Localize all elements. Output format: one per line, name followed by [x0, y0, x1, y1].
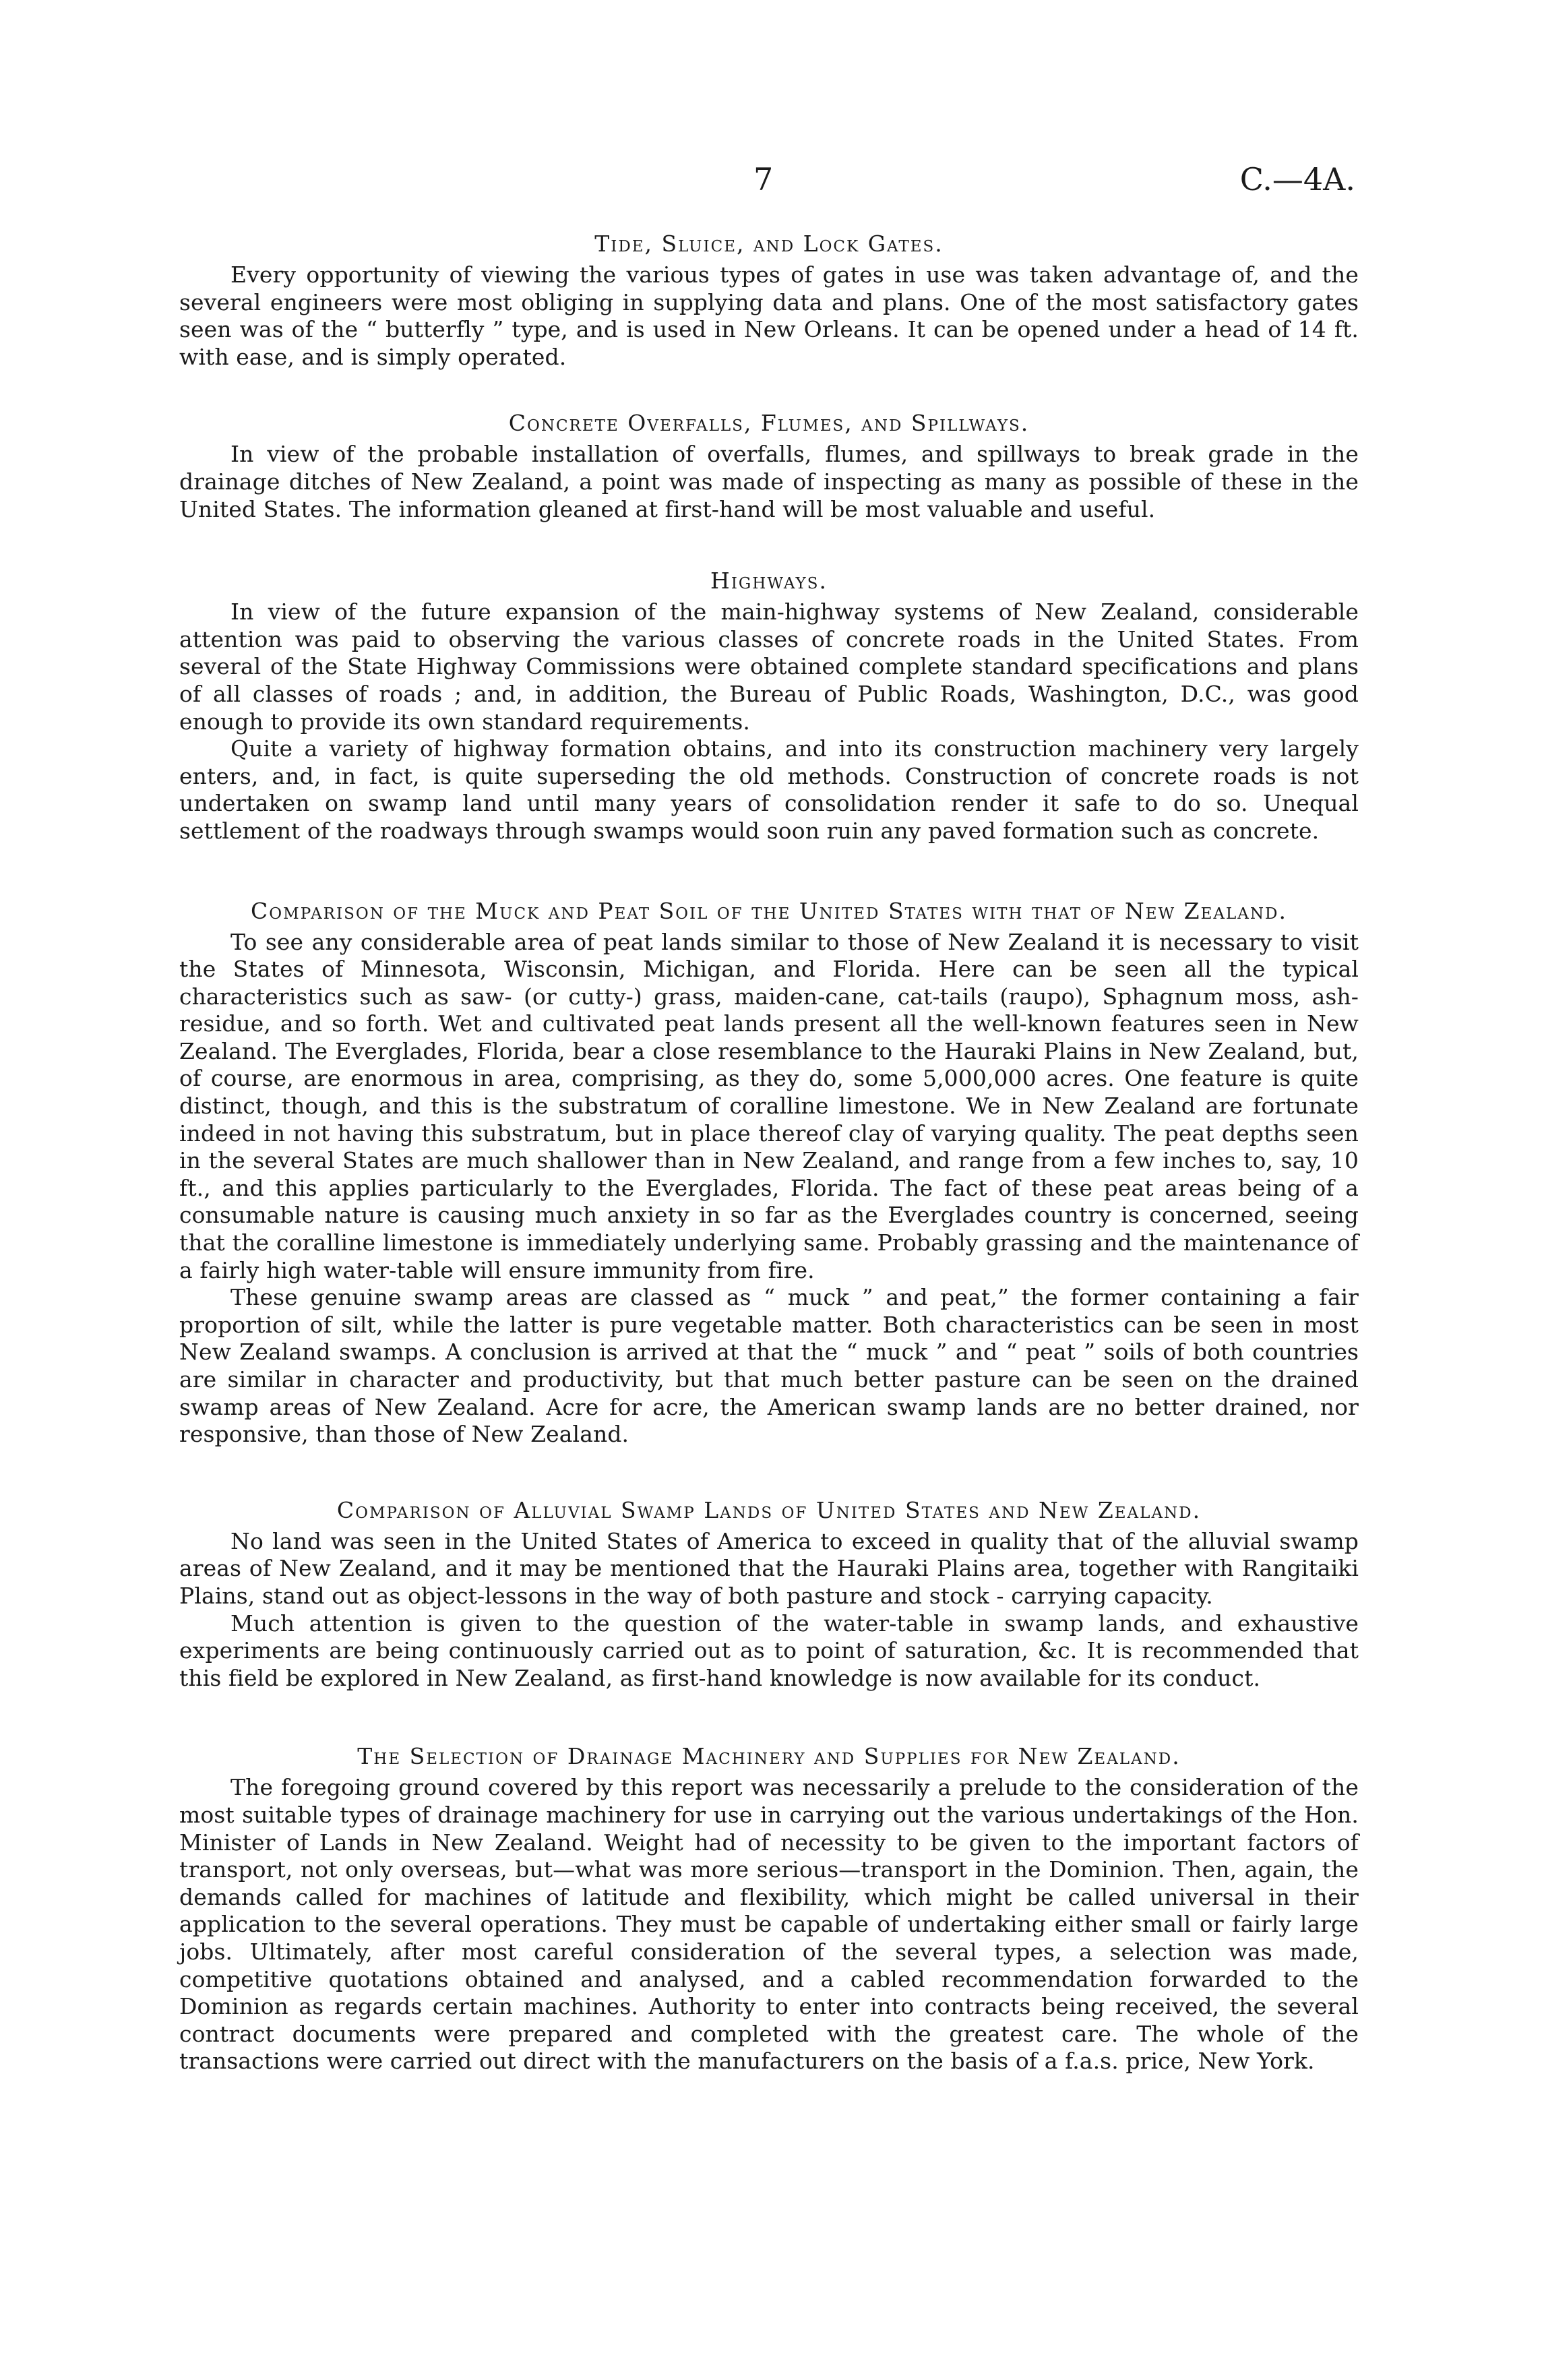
paragraph: In view of the future expansion of the main-highway systems of New Zealand, considerable attention was paid to observing the various classes of concrete roads in the United States. From several of the State Highway Commissions were obtained complete standard specifications and plans of all classes of roads ; and, in addition, the Bureau of Public Roads, Washington, D.C., was good enough to provide its own standard requirements.: [179, 599, 1359, 735]
report-code: C.—4A.: [1239, 161, 1355, 197]
section-heading: The Selection of Drainage Machinery and Supplies for New Zealand.: [357, 1743, 1181, 1770]
section-highways: [179, 566, 1359, 845]
section-alluvial-swamp-comparison: [179, 1496, 1359, 1692]
paragraph: Every opportunity of viewing the various types of gates in use was taken advantage of, and the several engineers were most obliging in supplying data and plans. One of the most satisfactory gates seen was of the “ butterfly ” type, and is used in New Orleans. It can be opened under a head of 14 ft. with ease, and is simply operated.: [179, 262, 1359, 370]
document-body: [179, 229, 1359, 2075]
section-heading: Concrete Overfalls, Flumes, and Spillways.: [508, 410, 1030, 437]
paragraph: In view of the probable installation of overfalls, flumes, and spillways to break grade in the drainage ditches of New Zealand, a point was made of inspecting as many as possible of these in the United States. The information gleaned at first-hand will be most valuable and useful.: [179, 441, 1359, 522]
section-heading: Highways.: [710, 568, 828, 594]
paragraph: The foregoing ground covered by this report was necessarily a prelude to the consideration of the most suitable types of drainage machinery for use in carrying out the various undertakings of the Hon. Minister of Lands in New Zealand. Weight had of necessity to be given to the important factors of transport, not only overseas, but—what was more serious—transport in the Dominion. Then, again, the demands called for machines of latitude and flexibility, which might be called universal in their application to the several operations. They must be capable of undertaking either small or fairly large jobs. Ultimately, after most careful consideration of the several types, a selection was made, competitive quotations obtained and analysed, and a cabled recommendation forwarded to the Dominion as regards certain machines. Authority to enter into contracts being received, the several contract documents were prepared and completed with the greatest care. The whole of the transactions were carried out direct with the manufacturers on the basis of a f.a.s. price, New York.: [179, 1774, 1359, 2075]
paragraph: No land was seen in the United States of America to exceed in quality that of the alluvial swamp areas of New Zealand, and it may be mentioned that the Hauraki Plains area, together with Rangitaiki Plains, stand out as object-lessons in the way of both pasture and stock - carrying capacity.: [179, 1527, 1359, 1609]
section-concrete-overfalls: [179, 408, 1359, 523]
page-number: 7: [753, 161, 774, 197]
section-drainage-machinery-selection: [179, 1742, 1359, 2075]
section-heading: Comparison of Alluvial Swamp Lands of United States and New Zealand.: [336, 1496, 1202, 1523]
section-heading: Tide, Sluice, and Lock Gates.: [594, 231, 944, 257]
paragraph: These genuine swamp areas are classed as “ muck ” and peat,” the former containing a fair proportion of silt, while the latter is pure vegetable matter. Both characteristics can be seen in most New Zealand swamps. A conclusion is arrived at that the “ muck ” and “ peat ” soils of both countries are similar in character and productivity, but that much better pasture can be seen on the drained swamp areas of New Zealand. Acre for acre, the American swamp lands are no better drained, nor responsive, than those of New Zealand.: [179, 1284, 1359, 1448]
paragraph: Quite a variety of highway formation obtains, and into its construction machinery very largely enters, and, in fact, is quite superseding the old methods. Construction of concrete roads is not undertaken on swamp land until many years of consolidation render it safe to do so. Unequal settlement of the roadways through swamps would soon ruin any paved formation such as concrete.: [179, 735, 1359, 844]
section-heading: Comparison of the Muck and Peat Soil of the United States with that of New Zealand.: [251, 897, 1287, 924]
page-header: [0, 159, 1544, 200]
section-tide-sluice-lock-gates: [179, 229, 1359, 371]
paragraph: To see any considerable area of peat lands similar to those of New Zealand it is necessary to visit the States of Minnesota, Wisconsin, Michigan, and Florida. Here can be seen all the typical characteristics such as saw- (or cutty-) grass, maiden-cane, cat-tails (raupo), Sphagnum moss, ash-residue, and so forth. Wet and cultivated peat lands present all the well-known features seen in New Zealand. The Everglades, Florida, bear a close resemblance to the Hauraki Plains in New Zealand, but, of course, are enormous in area, comprising, as they do, some 5,000,000 acres. One feature is quite distinct, though, and this is the substratum of coralline limestone. We in New Zealand are fortunate indeed in not having this substratum, but in place thereof clay of varying quality. The peat depths seen in the several States are much shallower than in New Zealand, and range from a few inches to, say, 10 ft., and this applies particularly to the Everglades, Florida. The fact of these peat areas being of a consumable nature is causing much anxiety in so far as the Everglades country is concerned, seeing that the coralline limestone is immediately underlying same. Probably grassing and the maintenance of a fairly high water-table will ensure immunity from fire.: [179, 928, 1359, 1283]
paragraph: Much attention is given to the question of the water-table in swamp lands, and exhaustive experiments are being continuously carried out as to point of saturation, &c. It is recommended that this field be explored in New Zealand, as first-hand knowledge is now available for its conduct.: [179, 1610, 1359, 1691]
section-muck-and-peat-comparison: [179, 896, 1359, 1448]
